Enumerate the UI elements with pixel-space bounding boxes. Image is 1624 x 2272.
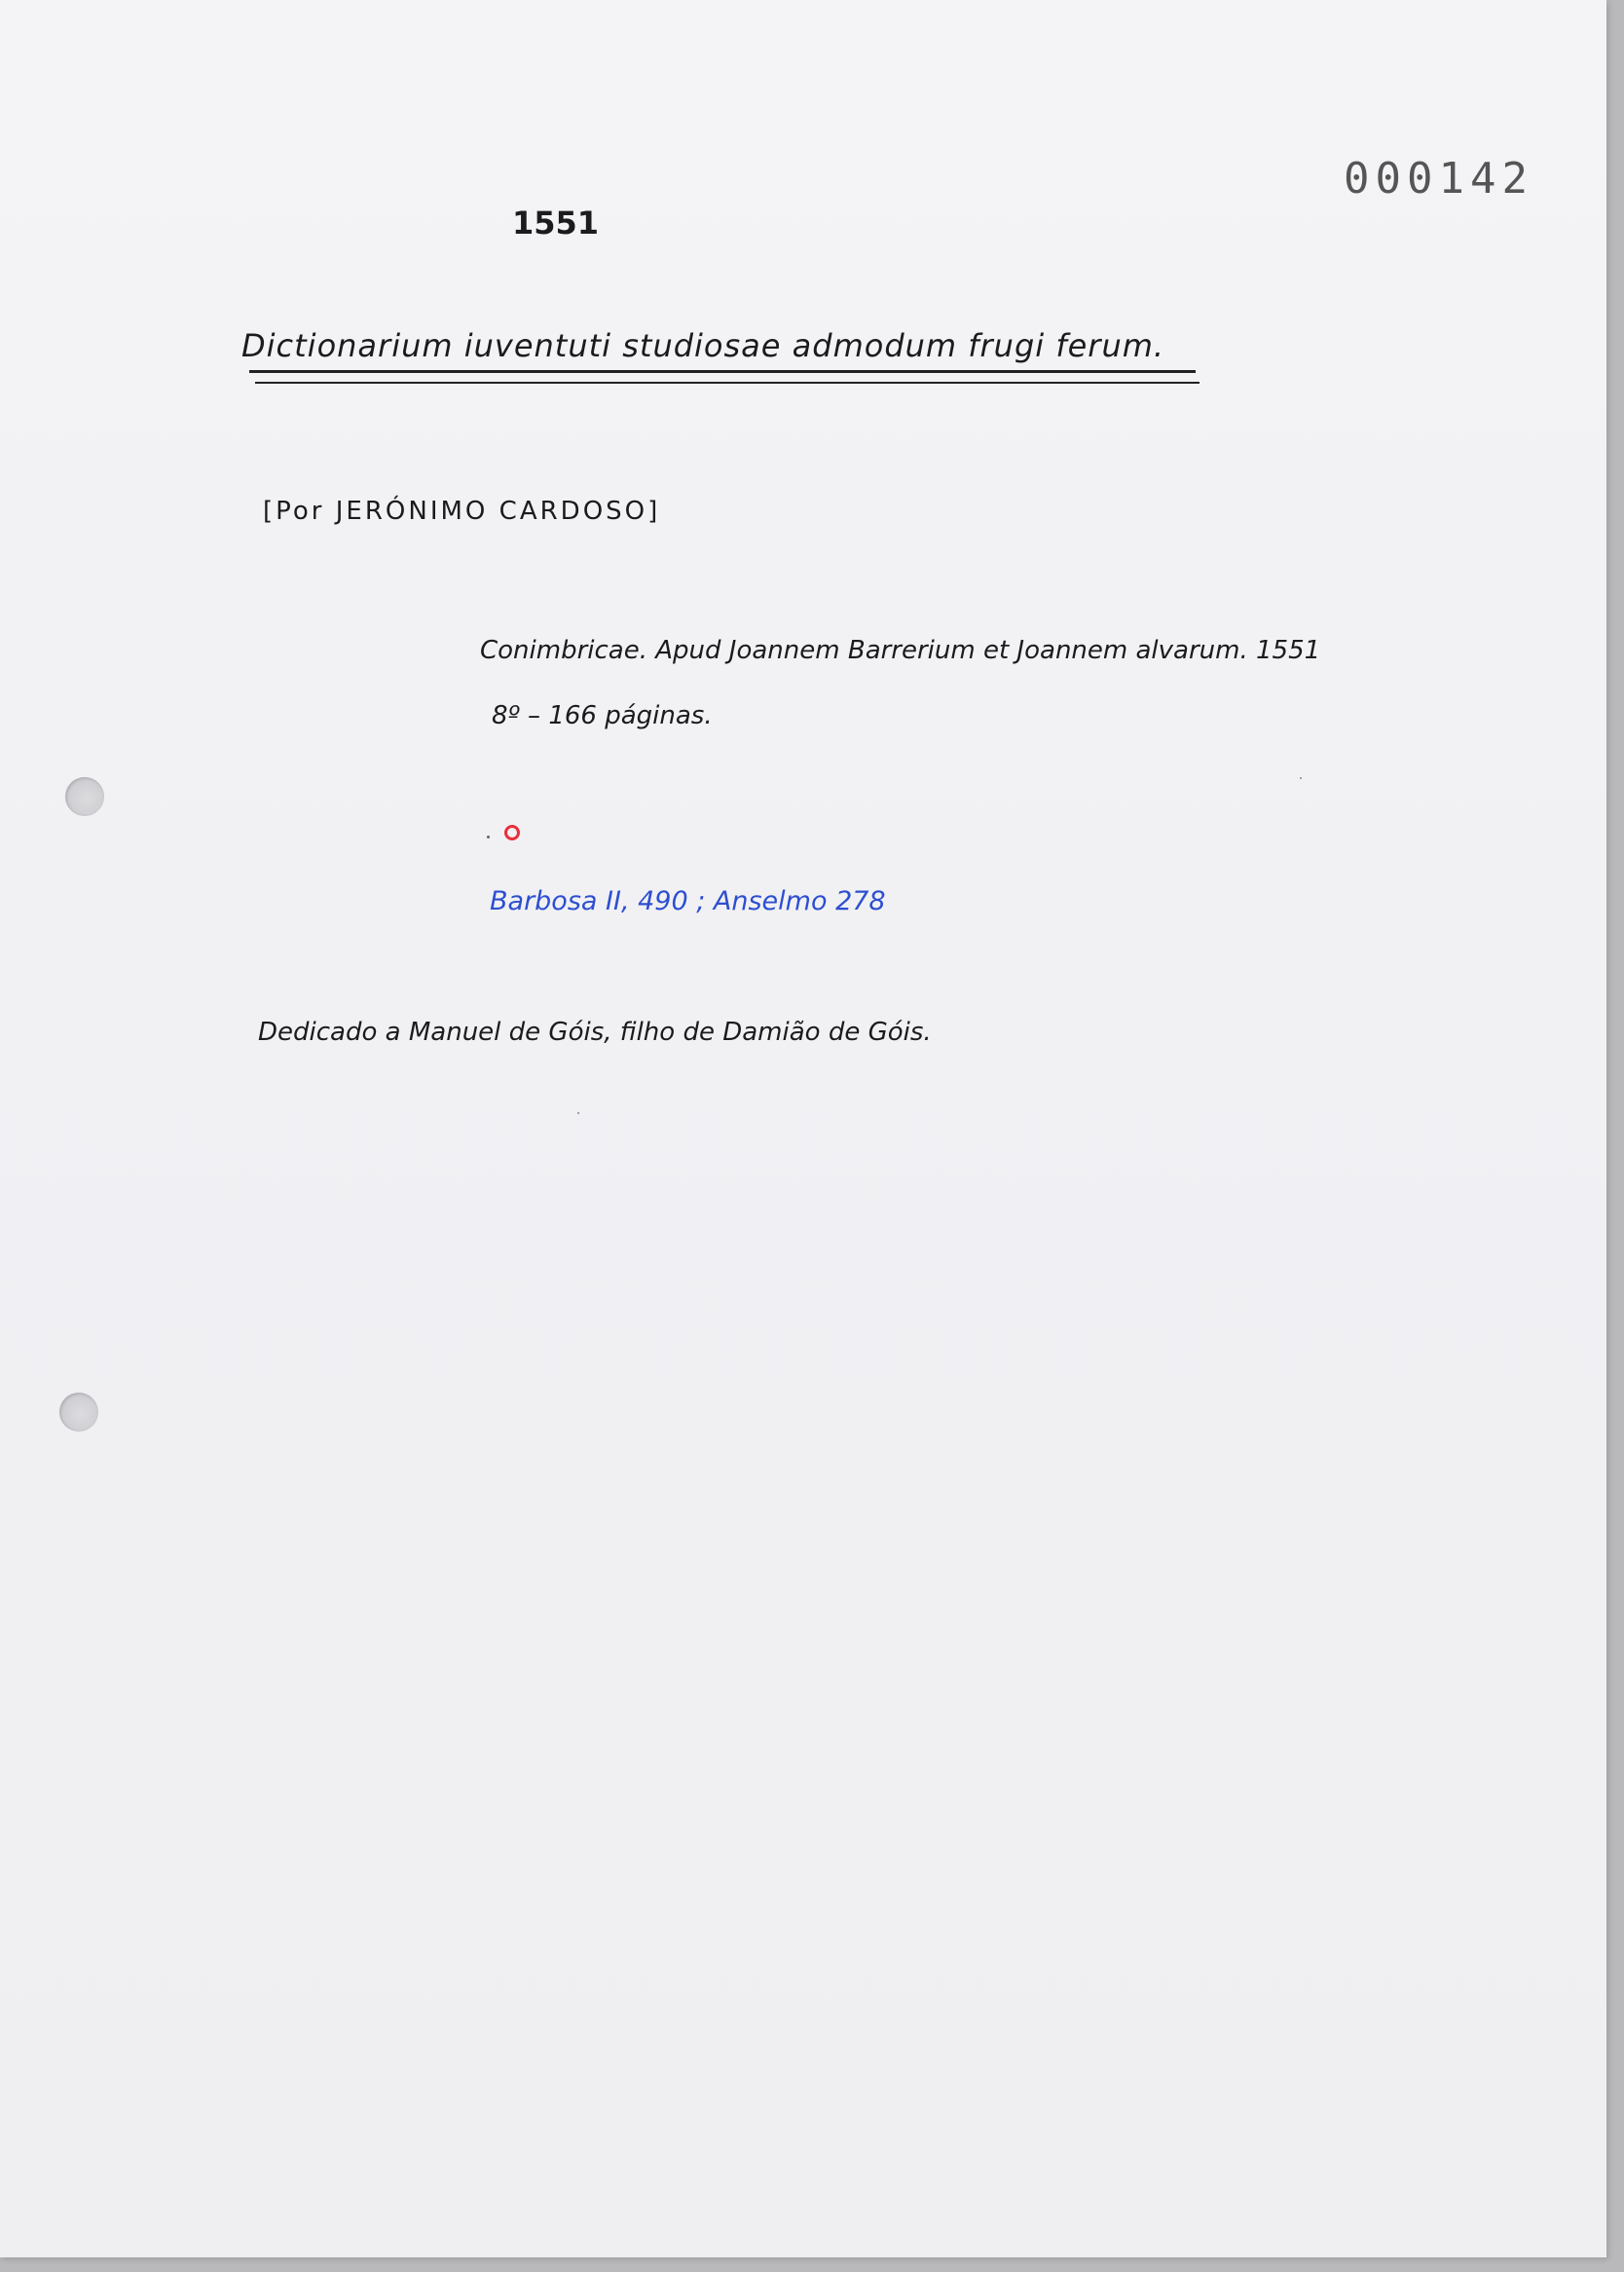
dedication-note: Dedicado a Manuel de Góis, filho de Damião de Góis. <box>258 1018 932 1047</box>
record-number-stamp: 000142 <box>1344 154 1533 204</box>
red-circle-mark <box>504 825 520 840</box>
format-pagination: 8º – 166 páginas. <box>492 701 713 730</box>
publication-year: 1551 <box>512 205 600 242</box>
paper-speck <box>1300 777 1302 779</box>
title-underline-second <box>255 382 1200 384</box>
paper-speck <box>577 1112 579 1114</box>
author-attribution: [Por JERÓNIMO CARDOSO] <box>263 497 661 526</box>
work-title: Dictionarium iuventuti studiosae admodum frugi ferum. <box>241 327 1165 364</box>
punch-hole-top <box>65 777 104 816</box>
imprint-line: Conimbricae. Apud Joannem Barrerium et Joannem alvarum. 1551 <box>480 636 1321 665</box>
title-underline <box>249 370 1196 373</box>
punch-hole-bottom <box>59 1393 98 1432</box>
pencil-dot-mark <box>487 836 490 838</box>
bibliographic-references: Barbosa II, 490 ; Anselmo 278 <box>490 886 886 916</box>
